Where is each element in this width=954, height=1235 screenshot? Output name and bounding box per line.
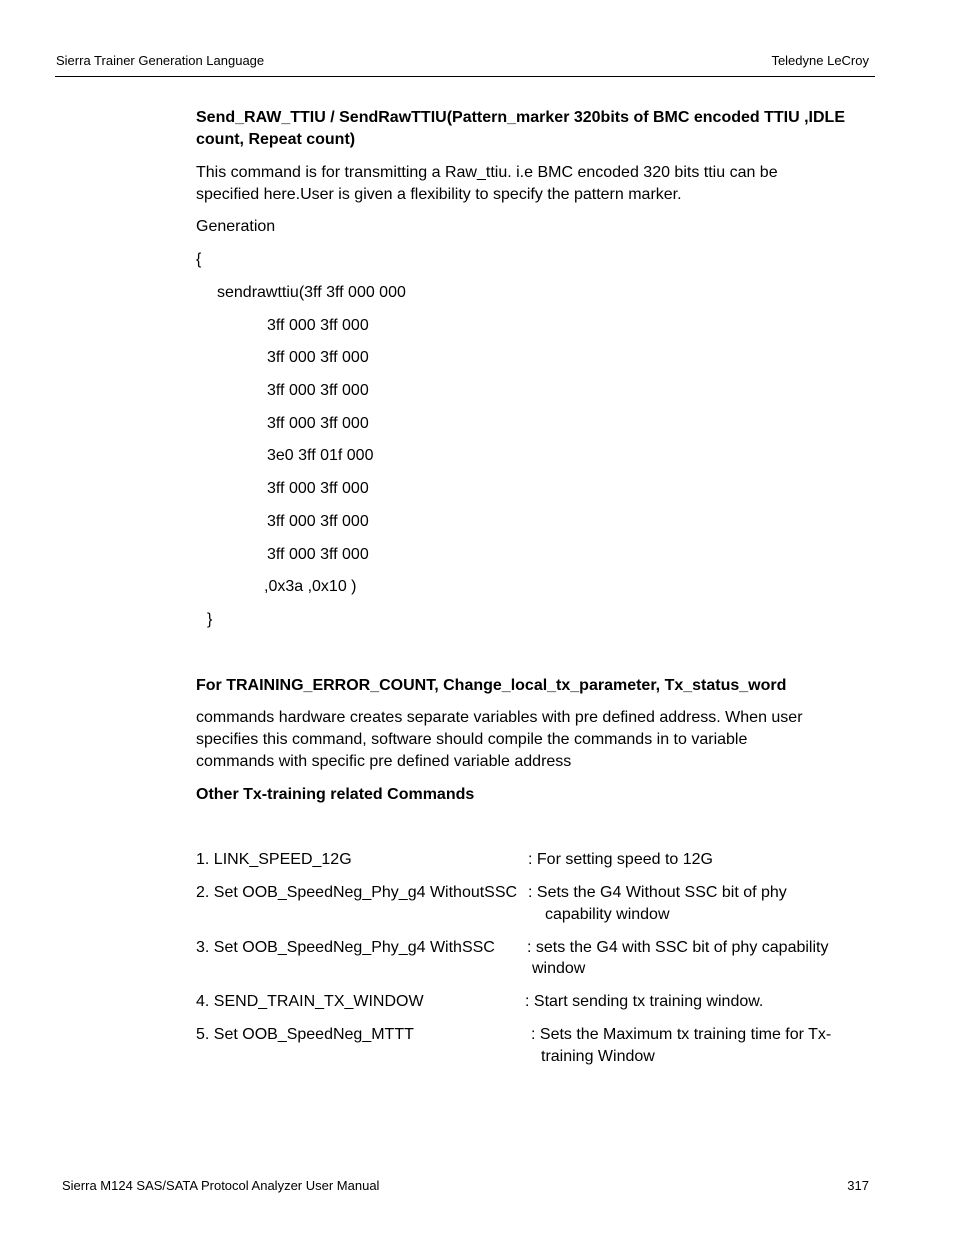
command-item-name: 2. Set OOB_SpeedNeg_Phy_g4 WithoutSSC [196, 884, 518, 901]
code-line-last: ,0x3a ,0x10 ) [264, 578, 357, 595]
command-item-name: 4. SEND_TRAIN_TX_WINDOW [196, 993, 424, 1010]
section2-paragraph-line3: commands with specific pre defined variable address [196, 753, 572, 770]
section2-paragraph-line2: specifies this command, software should compile the commands in to variable [196, 731, 748, 748]
header-divider [55, 76, 875, 77]
code-line: 3ff 000 3ff 000 [267, 513, 369, 530]
running-header-title: Sierra Trainer Generation Language [56, 53, 265, 68]
command-item-name: 1. LINK_SPEED_12G [196, 851, 352, 868]
code-line: 3ff 000 3ff 000 [267, 382, 369, 399]
command-item-description: : Start sending tx training window. [525, 993, 764, 1010]
code-line: 3ff 000 3ff 000 [267, 317, 369, 334]
command-item-name: 3. Set OOB_SpeedNeg_Phy_g4 WithSSC [196, 939, 495, 956]
code-line: 3e0 3ff 01f 000 [267, 447, 374, 464]
command-item-description-cont: capability window [545, 906, 670, 923]
section2-paragraph-line1: commands hardware creates separate variables with pre defined address. When user [196, 709, 803, 726]
section2-heading: For TRAINING_ERROR_COUNT, Change_local_tx_parameter, Tx_status_word [196, 677, 787, 694]
command-item-description-cont: window [532, 960, 586, 977]
section1-heading-line1: Send_RAW_TTIU / SendRawTTIU(Pattern_marker 320bits of BMC encoded TTIU ,IDLE [196, 109, 845, 126]
command-item-description: : sets the G4 with SSC bit of phy capability [527, 939, 829, 956]
code-line: 3ff 000 3ff 000 [267, 415, 369, 432]
code-line-first: sendrawttiu(3ff 3ff 000 000 [217, 284, 406, 301]
generation-label: Generation [196, 218, 276, 235]
command-item-description: : Sets the Maximum tx training time for Tx- [531, 1026, 832, 1043]
section1-paragraph-line1: This command is for transmitting a Raw_ttiu. i.e BMC encoded 320 bits ttiu can be [196, 164, 778, 181]
running-header-company: Teledyne LeCroy [771, 53, 869, 68]
code-line: 3ff 000 3ff 000 [267, 480, 369, 497]
command-item-name: 5. Set OOB_SpeedNeg_MTTT [196, 1026, 414, 1043]
section1-heading-line2: count, Repeat count) [196, 131, 356, 148]
command-item-description: : For setting speed to 12G [528, 851, 713, 868]
page-number: 317 [847, 1178, 869, 1193]
code-line: 3ff 000 3ff 000 [267, 349, 369, 366]
section3-heading: Other Tx-training related Commands [196, 786, 475, 803]
command-item-description: : Sets the G4 Without SSC bit of phy [528, 884, 787, 901]
running-footer-title: Sierra M124 SAS/SATA Protocol Analyzer User Manual [62, 1178, 380, 1193]
code-open-brace: { [196, 251, 202, 268]
code-line: 3ff 000 3ff 000 [267, 546, 369, 563]
command-item-description-cont: training Window [541, 1048, 655, 1065]
code-close-brace: } [207, 611, 213, 628]
section1-paragraph-line2: specified here.User is given a flexibility to specify the pattern marker. [196, 186, 682, 203]
